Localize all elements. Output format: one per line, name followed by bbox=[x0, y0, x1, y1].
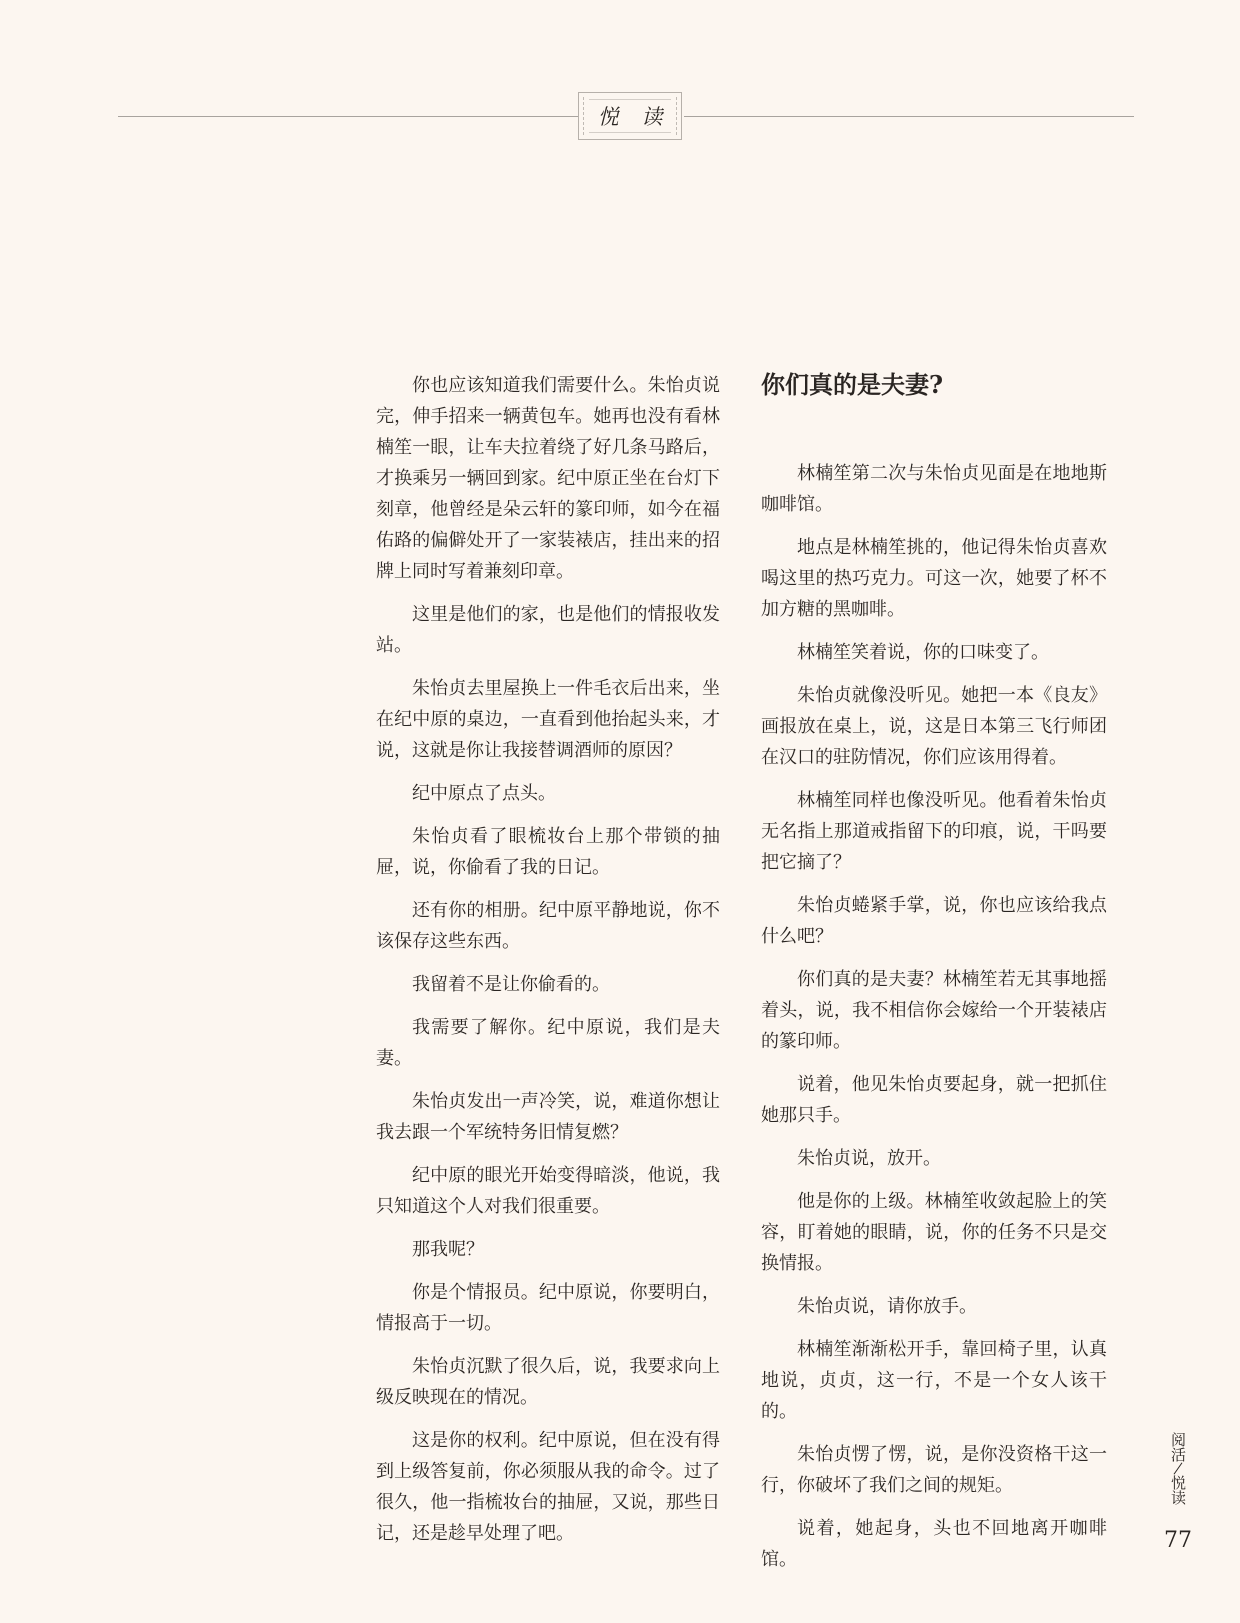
paragraph: 说着，她起身，头也不回地离开咖啡馆。 bbox=[761, 1518, 1107, 1570]
paragraph: 你们真的是夫妻？林楠笙若无其事地摇着头，说，我不相信你会嫁给一个开装裱店的篆印师。 bbox=[761, 969, 1107, 1052]
paragraph: 林楠笙笑着说，你的口味变了。 bbox=[797, 642, 1049, 663]
section-header-label: 悦 读 bbox=[597, 105, 671, 129]
paragraph: 朱怡贞去里屋换上一件毛衣后出来，坐在纪中原的桌边，一直看到他抬起头来，才说，这就是你让我接替调酒师的原因？ bbox=[376, 678, 720, 761]
right-column bbox=[761, 370, 1107, 1587]
paragraph: 朱怡贞就像没听见。她把一本《良友》画报放在桌上，说，这是日本第三飞行师团在汉口的驻防情况，你们应该用得着。 bbox=[761, 685, 1107, 768]
paragraph: 还有你的相册。纪中原平静地说，你不该保存这些东西。 bbox=[376, 900, 720, 952]
left-column bbox=[376, 370, 720, 1561]
paragraph: 纪中原点了点头。 bbox=[412, 783, 556, 804]
paragraph: 林楠笙渐渐松开手，靠回椅子里，认真地说，贞贞，这一行，不是一个女人该干的。 bbox=[761, 1339, 1107, 1422]
paragraph: 这里是他们的家，也是他们的情报收发站。 bbox=[376, 604, 720, 656]
paragraph: 我需要了解你。纪中原说，我们是夫妻。 bbox=[376, 1017, 720, 1069]
paragraph: 朱怡贞说，放开。 bbox=[797, 1148, 941, 1169]
section-title: 你们真的是夫妻? bbox=[761, 370, 944, 399]
paragraph: 朱怡贞发出一声冷笑，说，难道你想让我去跟一个军统特务旧情复燃？ bbox=[376, 1091, 720, 1143]
page-number: 77 bbox=[1164, 1528, 1192, 1553]
side-tab-divider bbox=[1174, 1462, 1183, 1474]
paragraph: 朱怡贞看了眼梳妆台上那个带锁的抽屉，说，你偷看了我的日记。 bbox=[376, 826, 720, 878]
paragraph: 朱怡贞说，请你放手。 bbox=[797, 1296, 977, 1317]
header-rule-left bbox=[118, 116, 578, 117]
side-tab-bottom: 悦读 bbox=[1169, 1475, 1187, 1505]
section-header-box bbox=[578, 92, 682, 140]
paragraph: 朱怡贞沉默了很久后，说，我要求向上级反映现在的情况。 bbox=[376, 1356, 720, 1408]
side-tab-top: 阅活 bbox=[1169, 1432, 1187, 1462]
paragraph: 说着，他见朱怡贞要起身，就一把抓住她那只手。 bbox=[761, 1074, 1107, 1126]
paragraph: 地点是林楠笙挑的，他记得朱怡贞喜欢喝这里的热巧克力。可这一次，她要了杯不加方糖的黑咖啡。 bbox=[761, 537, 1107, 620]
paragraph: 我留着不是让你偷看的。 bbox=[412, 974, 610, 995]
paragraph: 这是你的权利。纪中原说，但在没有得到上级答复前，你必须服从我的命令。过了很久，他一指梳妆台的抽屉，又说，那些日记，还是趁早处理了吧。 bbox=[376, 1430, 720, 1544]
paragraph: 朱怡贞愣了愣，说，是你没资格干这一行，你破坏了我们之间的规矩。 bbox=[761, 1444, 1107, 1496]
paragraph: 纪中原的眼光开始变得暗淡，他说，我只知道这个人对我们很重要。 bbox=[376, 1165, 720, 1217]
paragraph: 那我呢？ bbox=[412, 1239, 484, 1260]
paragraph: 你也应该知道我们需要什么。朱怡贞说完，伸手招来一辆黄包车。她再也没有看林楠笙一眼，让车夫拉着绕了好几条马路后，才换乘另一辆回到家。纪中原正坐在台灯下刻章，他曾经是朵云轩的篆印师，如今在福佑路的偏僻处开了一家装裱店，挂出来的招牌上同时写着兼刻印章。 bbox=[376, 375, 720, 582]
paragraph: 朱怡贞蜷紧手掌，说，你也应该给我点什么吧？ bbox=[761, 895, 1107, 947]
header-rule-right bbox=[684, 116, 1134, 117]
paragraph: 你是个情报员。纪中原说，你要明白，情报高于一切。 bbox=[376, 1282, 720, 1334]
side-section-tab bbox=[1160, 1432, 1196, 1505]
paragraph: 他是你的上级。林楠笙收敛起脸上的笑容，盯着她的眼睛，说，你的任务不只是交换情报。 bbox=[761, 1191, 1107, 1274]
paragraph: 林楠笙同样也像没听见。他看着朱怡贞无名指上那道戒指留下的印痕，说，干吗要把它摘了？ bbox=[761, 790, 1107, 873]
paragraph: 林楠笙第二次与朱怡贞见面是在地地斯咖啡馆。 bbox=[761, 463, 1107, 515]
